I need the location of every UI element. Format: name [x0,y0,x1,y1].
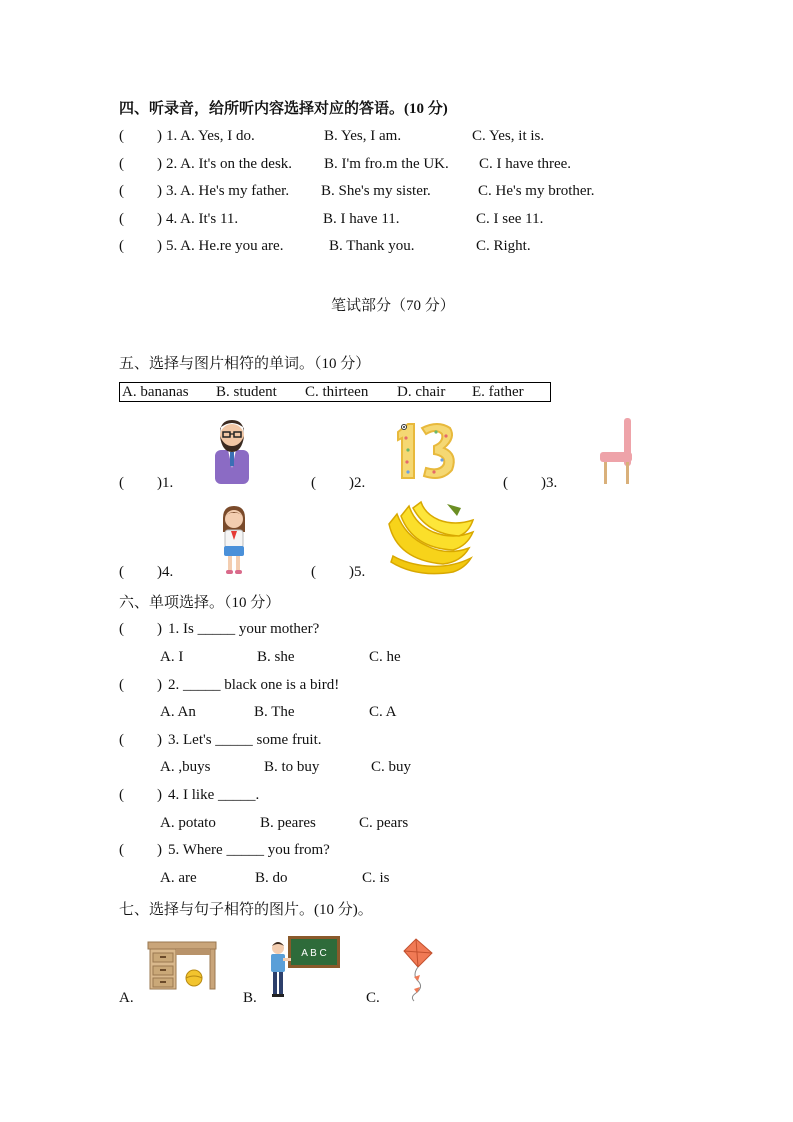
chair-image [598,416,634,486]
paren-open: ( [119,211,124,227]
paren-close: ) [157,732,162,748]
picture-label-c: C. [366,990,380,1006]
word-bank [119,382,551,402]
paren-open: ( [119,238,124,254]
option-c: C. pears [359,815,409,831]
student-image [218,504,250,576]
question-text: 3. Let's _____ some fruit. [168,732,322,748]
father-image [212,416,252,486]
option-b: B. Yes, I am. [324,128,402,144]
kite-image [398,937,434,1003]
written-part-title: 笔试部分（70 分） [331,298,455,314]
option-b: B. Thank you. [329,238,415,254]
option-a: 4. A. It's 11. [166,211,239,227]
paren-open: ( [119,732,124,748]
option-a: A. are [160,870,197,886]
option-b: B. she [257,649,295,665]
option-c: C. I have three. [479,156,572,172]
paren-close: ) [157,842,162,858]
option-a: A. ,buys [160,759,211,775]
item-number: )3. [541,475,558,491]
paren-open: ( [311,564,316,580]
option-c: C. He's my brother. [478,183,595,199]
thirteen-image [392,418,460,484]
question-text: 4. I like _____. [168,787,260,803]
paren-close: ) [157,787,162,803]
word-option: D. chair [397,384,446,400]
paren-close: ) [157,128,162,144]
question-text: 2. _____ black one is a bird! [168,677,340,693]
word-option: E. father [472,384,524,400]
question-text: 1. Is _____ your mother? [168,621,320,637]
word-option: C. thirteen [305,384,369,400]
paren-open: ( [119,787,124,803]
option-b: B. I'm fro.m the UK. [324,156,449,172]
paren-open: ( [119,475,124,491]
option-a: 2. A. It's on the desk. [166,156,293,172]
option-b: B. She's my sister. [321,183,431,199]
paren-open: ( [119,842,124,858]
item-number: )2. [349,475,366,491]
option-a: 1. A. Yes, I do. [166,128,255,144]
paren-open: ( [503,475,508,491]
desk-image [148,940,216,990]
question-text: 5. Where _____ you from? [168,842,330,858]
option-a: A. I [160,649,184,665]
option-c: C. is [362,870,390,886]
option-a: 5. A. He.re you are. [166,238,284,254]
paren-open: ( [119,128,124,144]
section4-title: 四、听录音，给所听内容选择对应的答语。(10 分) [119,101,448,117]
option-a: 3. A. He's my father. [166,183,290,199]
option-b: B. The [254,704,295,720]
picture-label-b: B. [243,990,257,1006]
option-c: C. Right. [476,238,531,254]
item-number: )5. [349,564,366,580]
paren-open: ( [119,677,124,693]
option-c: C. A [369,704,397,720]
picture-label-a: A. [119,990,134,1006]
paren-open: ( [119,621,124,637]
option-b: B. do [255,870,288,886]
option-a: A. An [160,704,196,720]
paren-open: ( [311,475,316,491]
section7-title: 七、选择与句子相符的图片。(10 分)。 [119,902,373,918]
option-c: C. buy [371,759,412,775]
paren-close: ) [157,211,162,227]
paren-open: ( [119,156,124,172]
option-b: B. I have 11. [323,211,400,227]
section5-title: 五、选择与图片相符的单词。（10 分） [119,356,371,372]
option-a: A. potato [160,815,216,831]
paren-close: ) [157,156,162,172]
bananas-image [387,502,475,576]
option-b: B. to buy [264,759,320,775]
option-c: C. he [369,649,401,665]
word-option: B. student [216,384,277,400]
paren-close: ) [157,183,162,199]
item-number: )1. [157,475,174,491]
paren-close: ) [157,677,162,693]
word-option: A. bananas [122,384,189,400]
blackboard-image [266,934,342,998]
paren-open: ( [119,183,124,199]
option-b: B. peares [260,815,316,831]
paren-close: ) [157,238,162,254]
paren-open: ( [119,564,124,580]
option-c: C. I see 11. [476,211,544,227]
board-text: A B C [301,948,327,959]
option-c: C. Yes, it is. [472,128,545,144]
section6-title: 六、单项选择。（10 分） [119,595,281,611]
item-number: )4. [157,564,174,580]
paren-close: ) [157,621,162,637]
